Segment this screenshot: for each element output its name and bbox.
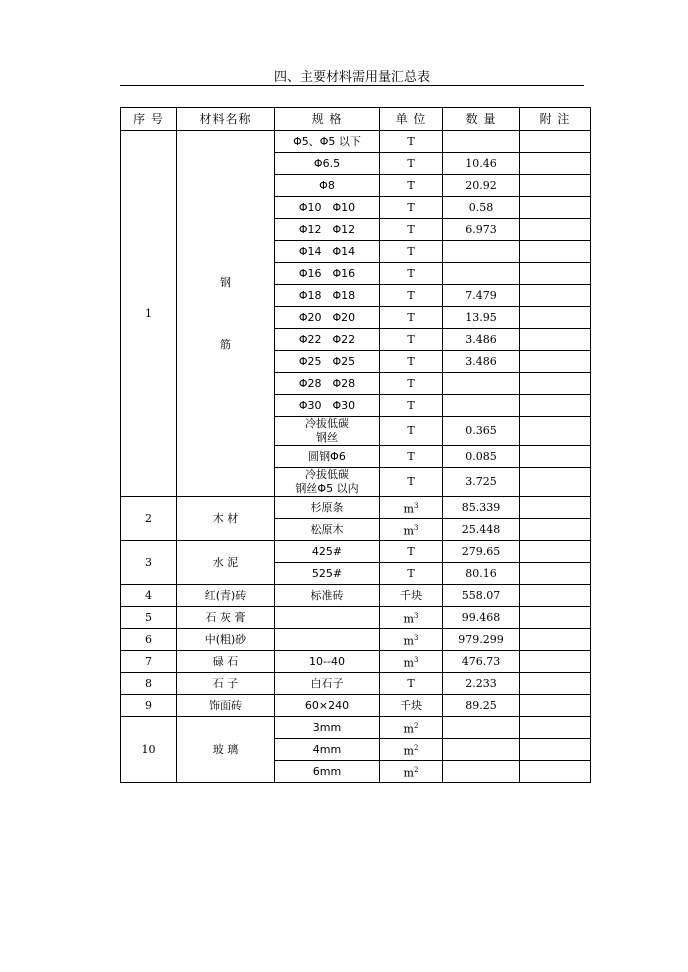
spec-cell	[275, 417, 380, 446]
quantity-cell: 3.725	[443, 468, 520, 497]
item-name: 木 材	[177, 497, 275, 541]
note-cell	[520, 329, 591, 351]
unit-cell: T	[380, 351, 443, 373]
item-number: 5	[121, 607, 177, 629]
table-row	[121, 585, 591, 607]
spec-cell: Φ20 Φ20	[275, 307, 380, 329]
spec-cell	[275, 629, 380, 651]
item-number: 10	[121, 717, 177, 783]
spec-cell: Φ6.5	[275, 153, 380, 175]
quantity-cell: 10.46	[443, 153, 520, 175]
item-name: 石 子	[177, 673, 275, 695]
table-row	[121, 541, 591, 563]
spec-cell: 圆钢Φ6	[275, 446, 380, 468]
quantity-cell	[443, 373, 520, 395]
note-cell	[520, 695, 591, 717]
item-number: 9	[121, 695, 177, 717]
note-cell	[520, 373, 591, 395]
unit-cell: T	[380, 673, 443, 695]
spec-line: 钢丝	[316, 431, 338, 444]
unit-cell: T	[380, 395, 443, 417]
item-number: 6	[121, 629, 177, 651]
item-name-line: 筋	[220, 337, 231, 351]
unit-cell: T	[380, 329, 443, 351]
unit-cell: T	[380, 307, 443, 329]
item-name-line: 钢	[220, 275, 231, 289]
header-row	[121, 108, 591, 131]
item-number: 3	[121, 541, 177, 585]
quantity-cell	[443, 717, 520, 739]
spec-cell: 松原木	[275, 519, 380, 541]
spec-cell: Φ5、Φ5 以下	[275, 131, 380, 153]
spec-cell: 525#	[275, 563, 380, 585]
header-cell: 单 位	[380, 108, 443, 131]
spec-cell: Φ12 Φ12	[275, 219, 380, 241]
unit-cell: T	[380, 175, 443, 197]
unit-cell: 千块	[380, 585, 443, 607]
unit-cell: T	[380, 285, 443, 307]
note-cell	[520, 197, 591, 219]
spec-cell	[275, 607, 380, 629]
table-row	[121, 651, 591, 673]
item-name: 玻 璃	[177, 717, 275, 783]
quantity-cell: 0.085	[443, 446, 520, 468]
unit-cell: $m^2$	[380, 739, 443, 761]
title-underline	[120, 85, 584, 86]
note-cell	[520, 131, 591, 153]
quantity-cell: 80.16	[443, 563, 520, 585]
note-cell	[520, 241, 591, 263]
spec-cell: 10--40	[275, 651, 380, 673]
spec-cell: Φ30 Φ30	[275, 395, 380, 417]
table-row	[121, 717, 591, 739]
page-title: 四、主要材料需用量汇总表	[273, 70, 430, 85]
note-cell	[520, 629, 591, 651]
table-row	[121, 629, 591, 651]
spec-cell: Φ14 Φ14	[275, 241, 380, 263]
note-cell	[520, 153, 591, 175]
note-cell	[520, 351, 591, 373]
spec-cell: 杉原条	[275, 497, 380, 519]
spec-cell: Φ22 Φ22	[275, 329, 380, 351]
spec-cell: Φ8	[275, 175, 380, 197]
spec-cell: Φ18 Φ18	[275, 285, 380, 307]
unit-cell: $m^3$	[380, 519, 443, 541]
quantity-cell	[443, 263, 520, 285]
header-cell: 序 号	[121, 108, 177, 131]
unit-cell: T	[380, 197, 443, 219]
item-name: 碌 石	[177, 651, 275, 673]
note-cell	[520, 395, 591, 417]
item-name: 红(青)砖	[177, 585, 275, 607]
quantity-cell	[443, 131, 520, 153]
table-row	[121, 673, 591, 695]
quantity-cell: 6.973	[443, 219, 520, 241]
spec-cell: Φ16 Φ16	[275, 263, 380, 285]
item-name: 水 泥	[177, 541, 275, 585]
spec-cell: 6mm	[275, 761, 380, 783]
item-name: 饰面砖	[177, 695, 275, 717]
quantity-cell: 3.486	[443, 329, 520, 351]
note-cell	[520, 673, 591, 695]
note-cell	[520, 263, 591, 285]
spec-cell: 标准砖	[275, 585, 380, 607]
unit-cell: $m^2$	[380, 761, 443, 783]
table-row	[121, 131, 591, 153]
quantity-cell: 25.448	[443, 519, 520, 541]
quantity-cell: 85.339	[443, 497, 520, 519]
note-cell	[520, 446, 591, 468]
header-cell: 附 注	[520, 108, 591, 131]
note-cell	[520, 739, 591, 761]
note-cell	[520, 468, 591, 497]
unit-cell: $m^3$	[380, 607, 443, 629]
header-cell: 材料名称	[177, 108, 275, 131]
spec-cell	[275, 468, 380, 497]
spec-cell: 3mm	[275, 717, 380, 739]
item-number: 1	[121, 131, 177, 497]
quantity-cell	[443, 395, 520, 417]
note-cell	[520, 175, 591, 197]
spec-line: 冷拔低碳	[305, 417, 349, 430]
unit-cell: $m^2$	[380, 717, 443, 739]
table-row	[121, 497, 591, 519]
unit-cell: $m^3$	[380, 497, 443, 519]
spec-cell: 白石子	[275, 673, 380, 695]
item-number: 7	[121, 651, 177, 673]
unit-cell: T	[380, 373, 443, 395]
quantity-cell: 558.07	[443, 585, 520, 607]
unit-cell: T	[380, 131, 443, 153]
spec-line: 钢丝Φ5 以内	[295, 482, 359, 495]
note-cell	[520, 607, 591, 629]
item-name	[177, 131, 275, 497]
unit-cell: T	[380, 263, 443, 285]
unit-cell: $m^3$	[380, 651, 443, 673]
unit-cell: T	[380, 417, 443, 446]
unit-cell: T	[380, 446, 443, 468]
spec-cell: 425#	[275, 541, 380, 563]
materials-table	[120, 107, 591, 783]
header-cell: 规 格	[275, 108, 380, 131]
unit-cell: T	[380, 241, 443, 263]
quantity-cell: 979.299	[443, 629, 520, 651]
spec-cell: Φ25 Φ25	[275, 351, 380, 373]
note-cell	[520, 541, 591, 563]
unit-cell: T	[380, 219, 443, 241]
note-cell	[520, 717, 591, 739]
spec-cell: Φ28 Φ28	[275, 373, 380, 395]
note-cell	[520, 307, 591, 329]
quantity-cell: 89.25	[443, 695, 520, 717]
spec-cell: 4mm	[275, 739, 380, 761]
quantity-cell: 476.73	[443, 651, 520, 673]
note-cell	[520, 417, 591, 446]
quantity-cell: 3.486	[443, 351, 520, 373]
spec-line: 冷拔低碳	[305, 468, 349, 481]
item-name: 石 灰 膏	[177, 607, 275, 629]
header-cell: 数 量	[443, 108, 520, 131]
table-row	[121, 607, 591, 629]
note-cell	[520, 761, 591, 783]
unit-cell: T	[380, 153, 443, 175]
quantity-cell	[443, 761, 520, 783]
unit-cell: 千块	[380, 695, 443, 717]
unit-cell: T	[380, 468, 443, 497]
spec-cell: Φ10 Φ10	[275, 197, 380, 219]
unit-cell: T	[380, 563, 443, 585]
unit-cell: $m^3$	[380, 629, 443, 651]
table-row	[121, 695, 591, 717]
note-cell	[520, 585, 591, 607]
quantity-cell	[443, 241, 520, 263]
note-cell	[520, 285, 591, 307]
item-number: 8	[121, 673, 177, 695]
note-cell	[520, 519, 591, 541]
quantity-cell: 20.92	[443, 175, 520, 197]
quantity-cell: 13.95	[443, 307, 520, 329]
quantity-cell: 99.468	[443, 607, 520, 629]
item-number: 2	[121, 497, 177, 541]
quantity-cell: 0.365	[443, 417, 520, 446]
note-cell	[520, 219, 591, 241]
spec-cell: 60×240	[275, 695, 380, 717]
quantity-cell: 2.233	[443, 673, 520, 695]
quantity-cell: 7.479	[443, 285, 520, 307]
note-cell	[520, 651, 591, 673]
item-number: 4	[121, 585, 177, 607]
note-cell	[520, 497, 591, 519]
quantity-cell: 0.58	[443, 197, 520, 219]
item-name: 中(粗)砂	[177, 629, 275, 651]
quantity-cell: 279.65	[443, 541, 520, 563]
quantity-cell	[443, 739, 520, 761]
note-cell	[520, 563, 591, 585]
unit-cell: T	[380, 541, 443, 563]
